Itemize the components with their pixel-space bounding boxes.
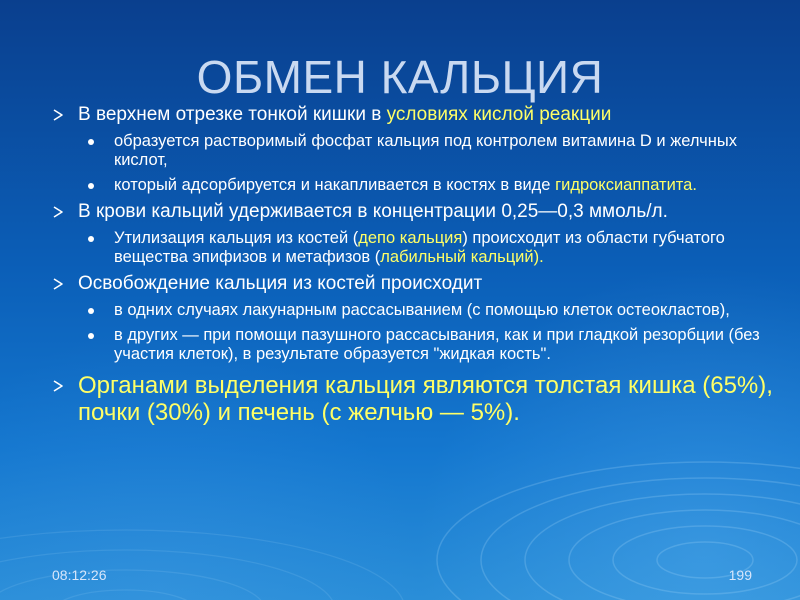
highlighted-text: гидроксиаппатита. (555, 176, 697, 194)
bullet-text: В верхнем отрезке тонкой кишки в (78, 104, 387, 125)
sub-bullet-item (52, 176, 782, 195)
bullet-item (52, 372, 782, 426)
highlighted-text: лабильный кальций). (380, 248, 544, 266)
highlighted-text: Органами выделения кальция являются толстая кишка (65%), почки (30%) и печень (с желчью — 5%). (78, 372, 773, 426)
chevron-right-icon (52, 206, 64, 218)
bullet-text: Освобождение кальция из костей происходит (78, 273, 483, 294)
slide-bullet-list (52, 104, 782, 432)
bullet-text: который адсорбируется и накапливается в костях в виде (114, 176, 556, 194)
bullet-icon (88, 183, 94, 189)
sub-bullet-item (52, 301, 782, 320)
sub-bullet-item (52, 326, 782, 364)
bullet-text: ) происходит из области губчатого вещества эпифизов и метафизов ( (114, 229, 725, 266)
bullet-text: образуется растворимый фосфат кальция под контролем витамина D и желчных кислот, (114, 132, 737, 169)
bullet-item (52, 201, 782, 223)
bullet-item (52, 104, 782, 126)
bullet-icon (88, 139, 94, 145)
bullet-text: в других — при помощи пазушного рассасывания, как и при гладкой резорбции (без участия клеток), в результате образуется "жидкая кость". (114, 326, 760, 363)
sub-bullet-item (52, 229, 782, 267)
footer-page-number: 199 (728, 567, 752, 583)
bullet-icon (88, 333, 94, 339)
slide-title: ОБМЕН КАЛЬЦИЯ (196, 51, 604, 103)
chevron-right-icon (52, 109, 64, 121)
bullet-text: в одних случаях лакунарным рассасыванием (с помощью клеток остеокластов), (114, 301, 730, 319)
bullet-item (52, 273, 782, 295)
bullet-text: Утилизация кальция из костей ( (114, 229, 359, 247)
sub-bullet-item (52, 132, 782, 170)
chevron-right-icon (52, 380, 64, 392)
bullet-icon (88, 308, 94, 314)
bullet-text: В крови кальций удерживается в концентрации 0,25—0,3 ммоль/л. (78, 201, 668, 222)
highlighted-text: условиях кислой реакции (386, 104, 612, 125)
bullet-icon (88, 236, 94, 242)
footer-time: 08:12:26 (52, 567, 107, 583)
highlighted-text: депо кальция (358, 229, 463, 247)
chevron-right-icon (52, 278, 64, 290)
